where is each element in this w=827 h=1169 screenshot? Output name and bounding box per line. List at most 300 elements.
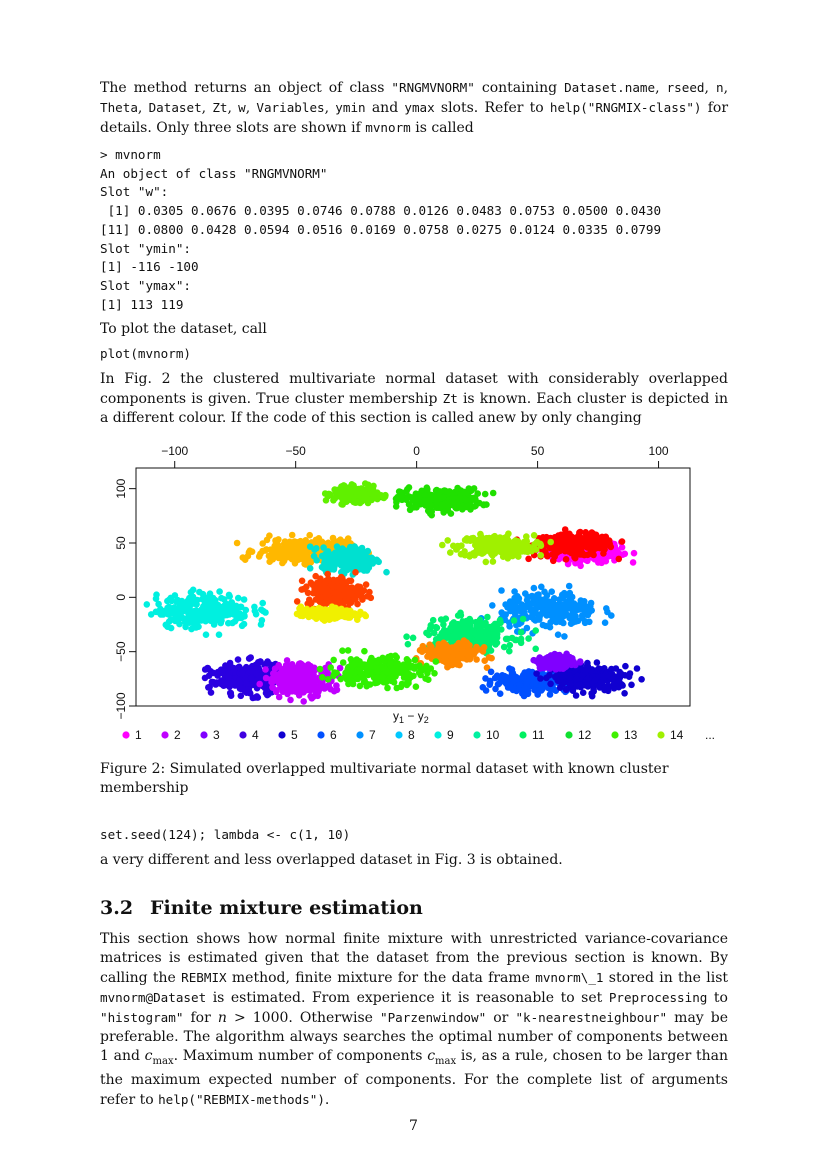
point [538,552,545,559]
point [535,688,542,695]
point [260,608,267,615]
point [333,682,340,689]
point [348,599,355,606]
point [621,690,628,697]
point [306,611,313,618]
point [448,657,455,664]
point [592,677,599,684]
point [182,624,189,631]
point [300,698,307,705]
point [516,682,523,689]
point [238,693,245,700]
point [393,499,400,506]
point [460,505,467,512]
legend-item [122,728,142,742]
point [340,659,347,666]
point [433,658,440,665]
point [523,533,530,540]
point [455,612,462,619]
point [405,670,412,677]
point [338,574,345,581]
point [299,578,306,585]
point [232,606,239,613]
point [440,621,447,628]
point [603,605,610,612]
point [492,621,499,628]
point [547,539,554,546]
point [305,668,312,675]
point [254,693,261,700]
point [490,490,497,497]
point [284,657,291,664]
point [268,676,275,683]
point [434,625,441,632]
point [559,592,566,599]
point [325,588,332,595]
point [577,601,584,608]
point [599,539,606,546]
point [630,559,637,566]
y-tick-label: 0 [114,593,129,601]
point [631,550,638,557]
point [259,617,266,624]
point [360,556,367,563]
point [277,677,284,684]
point [568,658,575,665]
point [588,600,595,607]
point [257,551,264,558]
point [579,551,586,558]
point [200,591,207,598]
point [385,654,392,661]
cluster-10 [144,587,269,639]
point [287,697,294,704]
point [622,551,629,558]
point [323,578,330,585]
point [298,661,305,668]
code-output-mvnorm: > mvnorm An object of class "RNGMVNORM" Slot "w": [1] 0.0305 0.0676 0.0395 0.0746 0.0788 0.0126 0.0483 0.0753 0.0500 0.0430 [11] 0.0800 0.0428 0.0594 0.0516 0.0169 0.0758 0.0275 0.0124 0.0335 0.0799 Slot "ymin": [1] -116 -100 Slot "ymax": [1] 113 119 [100,147,662,312]
point [596,665,603,672]
point [239,670,246,677]
point [463,497,470,504]
point [563,556,570,563]
point [325,548,332,555]
point [327,686,334,693]
point [537,541,544,548]
point [487,679,494,686]
point [318,594,325,601]
point [556,658,563,665]
point [518,636,525,643]
legend-label: 1 [135,728,142,742]
point [582,618,589,625]
point [330,657,337,664]
upper-text [100,78,728,428]
point [405,680,412,687]
point [243,680,250,687]
point [608,666,615,673]
point [312,573,319,580]
point [532,646,539,653]
point [546,606,553,613]
point [423,663,430,670]
point [190,587,197,594]
point [371,495,378,502]
point [225,620,232,627]
cluster-5 [322,480,389,508]
point [588,690,595,697]
point [438,502,445,509]
point [363,669,370,676]
point [514,676,521,683]
point [501,644,508,651]
point [305,661,312,668]
point [457,631,464,638]
point [603,672,610,679]
point [238,615,245,622]
point [439,542,446,549]
point [364,681,371,688]
point [520,672,527,679]
point [303,687,310,694]
point [626,673,633,680]
point [507,642,514,649]
point [473,619,480,626]
point [514,593,521,600]
point [259,540,266,547]
point [477,543,484,550]
point [410,635,417,642]
point [225,674,232,681]
point [288,674,295,681]
point [605,683,612,690]
point [505,530,512,537]
point [576,682,583,689]
point [435,641,442,648]
y-axis-left [114,478,136,719]
point [551,595,558,602]
point [332,605,339,612]
point [426,641,433,648]
point [507,546,514,553]
point [559,544,566,551]
point [534,604,541,611]
point [531,532,538,539]
point [216,588,223,595]
legend-swatch [122,731,129,738]
point [297,539,304,546]
point [538,584,545,591]
point [340,482,347,489]
point [540,622,547,629]
point [144,601,151,608]
point [450,499,457,506]
point [524,625,531,632]
point [248,675,255,682]
point [609,676,616,683]
x-tick-label: 50 [530,444,545,458]
legend-swatch [200,731,207,738]
point [361,648,368,655]
point [569,548,576,555]
point [370,483,377,490]
point [480,648,487,655]
figure-2-scatter [100,440,728,752]
point [478,534,485,541]
x-axis-label: $y_1 - y_2$ [393,709,429,725]
point [546,672,553,679]
point [570,687,577,694]
point [319,674,326,681]
point [166,596,173,603]
point [619,538,626,545]
point [444,649,451,656]
point [327,664,334,671]
point [297,688,304,695]
paragraph-fig2-intro: In Fig. 2 the clustered multivariate normal dataset with considerably overlapped components is given. True cluster membership Zt is known. Each cluster is depicted in a different colour. If the code of this section is called anew by only changing [100,371,729,427]
point [403,488,410,495]
point [480,635,487,642]
x-axis-top [161,444,669,468]
point [362,480,369,487]
point [307,565,314,572]
point [204,665,211,672]
point [447,549,454,556]
point [282,667,289,674]
cluster-4 [380,484,497,518]
point [532,627,539,634]
point [594,659,601,666]
point [153,595,160,602]
point [536,611,543,618]
point [556,538,563,545]
point [370,663,377,670]
point [470,496,477,503]
point [379,655,386,662]
y-tick-label: 50 [114,536,129,550]
point [577,659,584,666]
point [580,689,587,696]
point [563,687,570,694]
point [453,546,460,553]
point [343,579,350,586]
point [573,676,580,683]
y-tick-label: −50 [114,641,129,662]
point [432,494,439,501]
point [350,681,357,688]
point [498,678,505,685]
point [320,610,327,617]
point [374,668,381,675]
point [430,617,437,624]
point [484,614,491,621]
point [501,543,508,550]
point [458,551,465,558]
point [210,595,217,602]
cluster-3 [439,530,554,565]
point [170,616,177,623]
point [321,565,328,572]
point [191,600,198,607]
point [296,605,303,612]
point [228,692,235,699]
point [412,657,419,664]
point [487,543,494,550]
point [493,631,500,638]
point [442,488,449,495]
point [216,631,223,638]
point [598,679,605,686]
point [590,552,597,559]
paragraph-slots: The method returns an object of class "RNGMVNORM" containing Dataset.name, rseed, n, Theta, Dataset, Zt, w, Variables, ymin and ymax slots. Refer to help("RNGMIX-class") for details. Only three slots are shown if mvnorm is called [100,80,729,136]
point [561,633,568,640]
point [405,641,412,648]
point [467,621,474,628]
point [577,533,584,540]
point [313,684,320,691]
point [294,550,301,557]
point [203,603,210,610]
point [586,535,593,542]
point [416,669,423,676]
legend-item [161,728,181,742]
point [420,499,427,506]
point [289,532,296,539]
point [305,590,312,597]
point [548,613,555,620]
point [584,606,591,613]
point [364,593,371,600]
point [420,643,427,650]
point [337,586,344,593]
point [511,604,518,611]
point [485,537,492,544]
point [531,541,538,548]
point [557,676,564,683]
point [525,635,532,642]
point [520,616,527,623]
x-tick-label: −50 [285,444,306,458]
point [226,611,233,618]
point [330,673,337,680]
point [148,611,155,618]
point [205,684,212,691]
point [340,496,347,503]
point [270,670,277,677]
point [353,656,360,663]
point [358,593,365,600]
x-tick-label: −100 [161,444,189,458]
point [227,682,234,689]
point [585,612,592,619]
point [566,583,573,590]
point [200,614,207,621]
point [259,600,266,607]
point [472,503,479,510]
point [546,660,553,667]
point [280,683,287,690]
point [583,682,590,689]
point [459,647,466,654]
point [628,682,635,689]
point [426,497,433,504]
point [344,558,351,565]
point [346,552,353,559]
y-tick-label: 100 [114,478,129,499]
point [427,510,434,517]
point [638,676,645,683]
point [245,686,252,693]
point [352,569,359,576]
point [357,500,364,507]
point [239,623,246,630]
point [385,669,392,676]
point [222,662,229,669]
point [311,553,318,560]
point [465,652,472,659]
point [424,670,431,677]
point [177,608,184,615]
point [314,693,321,700]
point [234,540,241,547]
point [413,683,420,690]
legend [122,728,715,742]
point [358,563,365,570]
point [526,602,533,609]
point [547,681,554,688]
point [489,602,496,609]
point [249,668,256,675]
point [488,669,495,676]
point [455,640,462,647]
point [425,676,432,683]
point [274,550,281,557]
point [444,537,451,544]
legend-item [200,728,220,742]
point [213,616,220,623]
point [227,602,234,609]
point [437,488,444,495]
point [298,586,305,593]
point [468,487,475,494]
point [403,633,410,640]
y-tick-label: −100 [114,692,129,720]
point [235,595,242,602]
x-tick-label: 0 [413,444,420,458]
x-tick-label: 100 [648,444,669,458]
point [480,502,487,509]
point [567,674,574,681]
point [426,632,433,639]
point [236,664,243,671]
point [572,555,579,562]
point [461,489,468,496]
point [544,592,551,599]
point [449,621,456,628]
point [569,594,576,601]
point [564,538,571,545]
point [273,540,280,547]
point [220,682,227,689]
point [218,595,225,602]
point [341,488,348,495]
point [298,682,305,689]
paragraph-plot-call: To plot the dataset, call [100,321,267,338]
point [347,546,354,553]
point [522,540,529,547]
legend-swatch [161,731,168,738]
point [482,491,489,498]
